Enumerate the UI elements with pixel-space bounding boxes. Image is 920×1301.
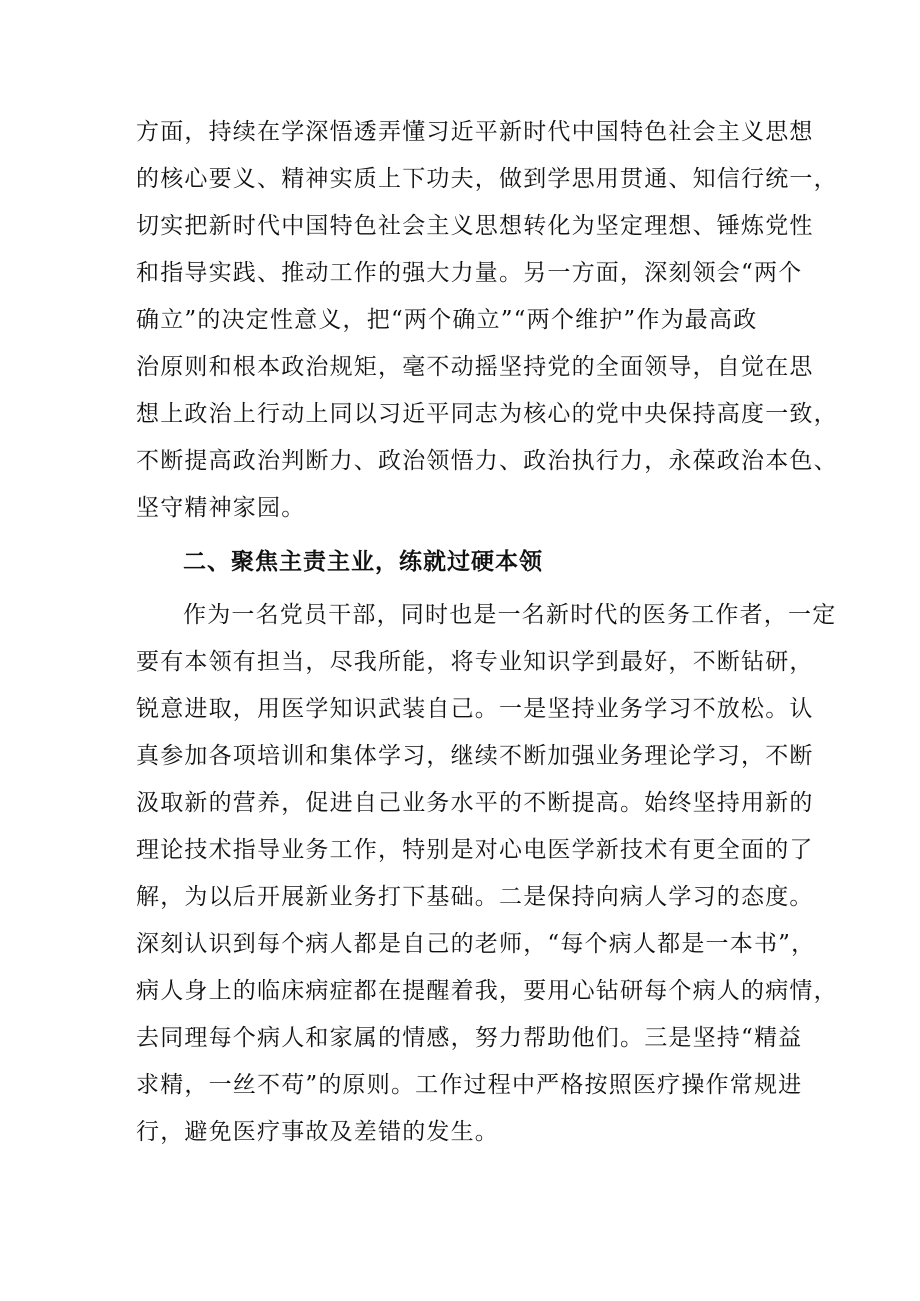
paragraph-1-line-3: 切实把新时代中国特色社会主义思想转化为坚定理想、锤炼党性 xyxy=(136,213,814,239)
paragraph-1-line-8: 不断提高政治判断力、政治领悟力、政治执行力，永葆政治本色、 xyxy=(136,448,838,474)
paragraph-1-line-2: 的核心要义、精神实质上下功夫，做到学思用贯通、知信行统一， xyxy=(136,166,838,192)
paragraph-2-line-7: 解，为以后开展新业务打下基础。二是保持向病人学习的态度。 xyxy=(136,884,814,910)
paragraph-2-line-11: 求精，一丝不苟”的原则。工作过程中严格按照医疗操作常规进 xyxy=(136,1072,803,1098)
paragraph-2-line-12: 行，避免医疗事故及差错的发生。 xyxy=(136,1119,499,1145)
paragraph-2-line-1: 作为一名党员干部，同时也是一名新时代的医务工作者，一定 xyxy=(183,602,837,628)
paragraph-2-line-3: 锐意进取，用医学知识武装自己。一是坚持业务学习不放松。认 xyxy=(136,696,814,722)
paragraph-2-line-9: 病人身上的临床病症都在提醒着我，要用心钻研每个病人的病情， xyxy=(136,978,838,1004)
paragraph-1-line-1: 方面，持续在学深悟透弄懂习近平新时代中国特色社会主义思想 xyxy=(136,119,814,145)
section-heading-2: 二、聚焦主责主业，练就过硬本领 xyxy=(183,549,543,575)
paragraph-2-line-8: 深刻认识到每个病人都是自己的老师，“每个病人都是一本书”， xyxy=(136,931,816,957)
paragraph-1-line-5: 确立”的决定性意义，把“两个确立”“两个维护”作为最高政 xyxy=(136,307,758,333)
paragraph-1-line-7: 想上政治上行动上同以习近平同志为核心的党中央保持高度一致， xyxy=(136,401,838,427)
paragraph-1-line-6: 治原则和根本政治规矩，毫不动摇坚持党的全面领导，自觉在思 xyxy=(136,354,814,380)
paragraph-2-line-4: 真参加各项培训和集体学习，继续不断加强业务理论学习，不断 xyxy=(136,743,814,769)
paragraph-2-line-2: 要有本领有担当，尽我所能，将专业知识学到最好，不断钻研， xyxy=(136,649,814,675)
paragraph-1-line-4: 和指导实践、推动工作的强大力量。另一方面，深刻领会“两个 xyxy=(136,260,803,286)
paragraph-2-line-6: 理论技术指导业务工作，特别是对心电医学新技术有更全面的了 xyxy=(136,837,814,863)
paragraph-2-line-5: 汲取新的营养，促进自己业务水平的不断提高。始终坚持用新的 xyxy=(136,790,814,816)
paragraph-1-line-9: 坚守精神家园。 xyxy=(136,495,306,521)
paragraph-2-line-10: 去同理每个病人和家属的情感，努力帮助他们。三是坚持“精益 xyxy=(136,1025,803,1051)
